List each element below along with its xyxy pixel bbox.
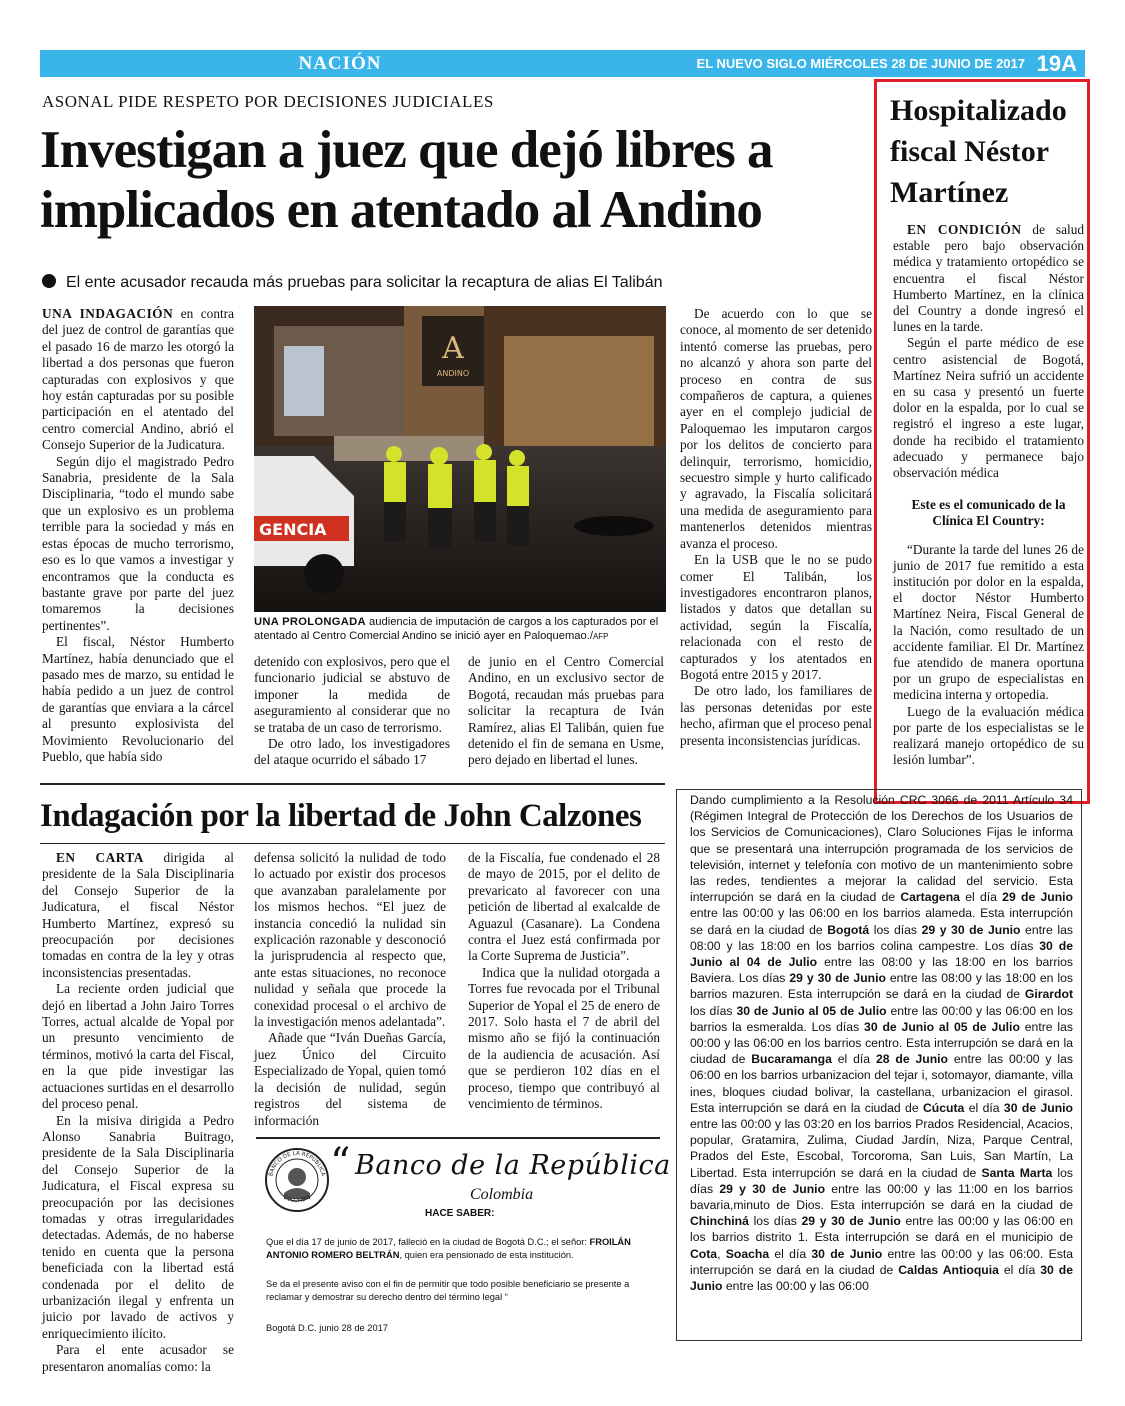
paragraph-text: dirigida al presidente de la Sala Disciplinaria del Consejo Superior de la Judicatura, el fiscal Néstor Humberto Martínez, expresó su preocupación por decisiones tomadas en contra de la ley y otras inconsistencias presentadas.: [42, 850, 235, 980]
paragraph-text: de salud estable pero bajo observación médica y tratamiento ortopédico se encuentra el fiscal Néstor Humberto Martínez, en la clínica del Country a donde ingresó el lunes en la tarde.: [893, 222, 1084, 335]
paragraph: Indica que la nulidad otorgada a Torres fue revocada por el Tribunal Superior de Yopal el 25 de enero de 2017. Solo hasta el 7 de abril del mismo año se fijó la continuación de la audiencia de acusación. Así que se perdieron 102 días en el proceso, tiempo que contribuyó al vencimiento de términos.: [468, 964, 660, 1112]
paragraph: Según el parte médico de ese centro asistencial de Bogotá, Martínez Neira sufrió un accidente en su casa y presentó un fuerte dolor en la espalda, por lo cual se registró el ingreso a este lugar, donde ha recibido el tratamiento adecuado y permanece bajo observación médica: [893, 335, 1084, 481]
bank-country: Colombia: [470, 1186, 534, 1203]
news-photo: [254, 306, 666, 612]
notice-span: el día: [769, 1246, 812, 1261]
quote-mark-icon: “: [330, 1140, 351, 1186]
article-column-1: [42, 306, 234, 765]
sidebar-subhead: Este es el comunicado de la Clínica El Country:: [911, 497, 1066, 529]
notice-span: entre las 00:00 y las 03:20 en los barrios Prados Residencial, Acacios, popular, Gratamira, Zulima, Ciudad Jardín, Niza, Parque Central, Prados del Este, Escobal, Torcoroma, San Luis, San Martín, La Libertad. Esta interrupción se dará en la ciudad de: [690, 1117, 1073, 1180]
notice-span: los días: [690, 1165, 1074, 1196]
notice-span: los días: [690, 1003, 737, 1018]
notice-bold: 28 de Junio: [875, 1052, 949, 1067]
paragraph: [893, 222, 1084, 335]
notice-bold: 29 y 30 de Junio: [719, 1181, 826, 1196]
bank-name: Banco de la República: [355, 1150, 671, 1181]
notice-span: entre las 00:00 y las 06:00 en los barrios la esmeralda. Los días: [690, 1003, 1073, 1034]
caption-lead: UNA PROLONGADA: [254, 616, 366, 628]
hace-saber: HACE SABER:: [425, 1208, 495, 1219]
notice-bold: Santa Marta: [981, 1165, 1053, 1180]
paragraph: de junio en el Centro Comercial Andino, en un exclusivo sector de Bogotá, recaudan más pruebas para solicitar la recaptura de Iván Ramírez, alias El Talibán, quien fue detenido el fin de semana en Usme, pero dejado en libertad el lunes.: [468, 654, 664, 768]
notice-bold: Cartagena: [900, 890, 960, 905]
notice-span: entre las 00:00 y las 06:00. Esta interrupción se dará en la ciudad de: [690, 1246, 1073, 1277]
notice-bold: Cota: [690, 1246, 718, 1261]
paragraph: Para el ente acusador se presentaron anomalías como: la: [42, 1342, 234, 1374]
notice-span: entre las 08:00 y las 18:00 en los barrios Baviera. Los días: [690, 955, 1073, 986]
deck: [42, 274, 862, 292]
sidebar-body: [893, 222, 1084, 769]
notice-bold: Girardot: [1024, 987, 1073, 1002]
andino-sign-text: ANDINO: [436, 369, 470, 378]
notice-bold: 29 y 30 de Junio: [801, 1214, 901, 1229]
notice-span: entre las 00:00 y las 06:00: [722, 1279, 869, 1294]
issue-date: EL NUEVO SIGLO MIÉRCOLES 28 DE JUNIO DE 2017: [696, 56, 1025, 71]
notice-span: entre las 00:00 y las 06:00 en los barrios urbanizacion del tejar i, sotomayor, diamante, villa ines, bloques ciudad bolivar, la castellana, urbanizacion el girasol. Esta interrupción se dará en la ciudad de: [690, 1052, 1073, 1115]
ad-text: , quien era pensionado de esta institución.: [399, 1250, 574, 1260]
notice-bold: Bogotá: [827, 922, 870, 937]
ad-paragraph: Se da el presente aviso con el fin de permitir que todo posible beneficiario se presente a reclamar y demostrar su derecho dentro del término legal “: [266, 1279, 630, 1302]
deck-text: El ente acusador recauda más pruebas para solicitar la recaptura de alias El Talibán: [66, 274, 663, 291]
billboard: [284, 346, 324, 416]
notice-span: entre las 00:00 y las 06:00 en los barrios alameda. Esta interrupción se dará en la ciudad de: [690, 906, 1073, 937]
notice-bold: Soacha: [725, 1246, 770, 1261]
notice-span: los días: [869, 922, 922, 937]
section-label: NACIÓN: [298, 53, 382, 74]
notice-span: Dando cumplimiento a la Resolución CRC 3066 de 2011 Artículo 34 (Régimen Integral de Protección de los Derechos de los Usuarios de los Servicios de Comunicaciones), Claro Soluciones Fijas le informa que se presentará una interrupción programada de los servicios de televisión, internet y telefonía con motivo de un mantenimiento sobre las redes, tendientes a mejorar la calidad del servicio. Esta interrupción se dará en la ciudad de: [690, 793, 1073, 905]
bullet-icon: [42, 274, 56, 288]
notice-span: el día: [998, 1262, 1041, 1277]
notice-bold: Chinchiná: [690, 1214, 749, 1229]
main-headline-line1: Investigan a juez que dejó libres a: [40, 121, 773, 179]
paragraph: de la Fiscalía, fue condenado el 28 de mayo de 2015, por el delito de prevaricato al favorecer con una petición de libertad al exalcalde de Aguazul (Casanare). La Condena contra el Juez está confirmada por la Corte Suprema de Justicia”.: [468, 850, 660, 964]
paragraph: [42, 306, 234, 454]
second-column-2: [254, 850, 446, 1129]
paragraph: defensa solicitó la nulidad de todo lo actuado por existir dos procesos que avanzaban paralelamente por los mismos hechos. “El juez de instancia concedió la nulidad sin explicación razonable y desconoció la jurisprudencia al respecto que, ante estas situaciones, no reconoce nulidad y señala que procede la conexidad procesal o el archivo de la investigación menos adelantada”.: [254, 850, 446, 1030]
page-number: 19A: [1036, 51, 1077, 76]
paragraph: [42, 850, 234, 981]
paragraph: Añade que “Iván Dueñas García, juez Único del Circuito Especializado de Yopal, quien tomó la decisión de nulidad, según registros del sistema de información: [254, 1030, 446, 1128]
ad-date: Bogotá D.C. junio 28 de 2017: [266, 1323, 388, 1333]
paragraph: Según dijo el magistrado Pedro Sanabria, presidente de la Sala Disciplinaria, “todo el mundo sabe que un explosivo es un problema terrible para la sociedad y más en estas épocas de mucho terrorismo, eso es lo que vamos a investigar y encontramos que la conducta es bastante grave por parte del juez tomaremos la decisiones pertinentes”.: [42, 453, 234, 633]
notice-bold: 30 de Junio al 05 de Julio: [736, 1003, 887, 1018]
notice-bold: 30 de Junio al 05 de Julio: [864, 1019, 1020, 1034]
paragraph: Luego de la evaluación médica por parte de los especialistas se le realizará manejo ortopédico de su lesión lumbar”.: [893, 703, 1084, 768]
bank-seal-icon: [264, 1147, 330, 1213]
ad-divider: [256, 1137, 660, 1139]
ad-name: FROILÁN ANTONIO ROMERO BELTRÁN: [266, 1237, 631, 1260]
notice-span: los días: [748, 1214, 802, 1229]
ad-paragraph: [266, 1236, 650, 1262]
divider: [40, 783, 665, 785]
photo-caption: [254, 615, 666, 644]
paragraph: En la misiva dirigida a Pedro Alonso Sanabria Buitrago, presidente de la Sala Disciplinaria del Consejo Superior de la Judicatura, el Fiscal expresa su preocupación por las decisiones tomadas y otras irregularidades detectadas. Además, de no haberse tenido en cuenta que la persona beneficiada con la libertad está condenada por el delito de urbanización ilegal y enfrenta un juicio por lavado de activos y enriquecimiento ilícito.: [42, 1112, 234, 1341]
paragraph: “Durante la tarde del lunes 26 de junio de 2017 fue remitido a esta institución por dolor en la espalda, el doctor Néstor Humberto Martínez Neira, Fiscal General de la Nación, como resultado de un accidente familiar. El Dr. Martínez fue atendido de manera oportuna por un grupo de especialistas en medicina interna y ortopedia.: [893, 541, 1084, 703]
paragraph-text: en contra del juez de control de garantías que el pasado 16 de marzo les otorgó la libertad a dos personas que fueron capturadas con explosivos y que hoy están capturadas por su posible participación en el atentado del centro comercial Andino, abrió el Consejo Superior de la Judicatura.: [42, 306, 234, 453]
notice-bold: 29 y 30 de Junio: [789, 971, 886, 986]
paragraph: De otro lado, los investigadores del ataque ocurrido el sábado 17: [254, 736, 450, 768]
seal-top-text: BANCO DE LA REPUBLICA: [268, 1150, 326, 1177]
notice-span: el día: [964, 1100, 1004, 1115]
second-column-3: [468, 850, 660, 1113]
page-header-bar: [40, 50, 1085, 77]
paragraph: detenido con explosivos, pero que el funcionario judicial se abstuvo de imponer la medida de aseguramiento al considerar que no se trataba de un caso de terrorismo.: [254, 654, 450, 735]
paragraph: De acuerdo con lo que se conoce, al momento de ser detenido intentó comerse las pruebas, pero no alcanzó y ahora son parte del proceso en contra de sus compañeros de captura, a quienes ayer en el complejo judicial de Paloquemao les imputaron cargos por los delitos de concierto para delinquir, terrorismo, homicidio, secuestro simple y hurto calificado y agravado, la Fiscalía solicitará una medida de aseguramiento para mantenerlos detenidos mientras avanza el proceso.: [680, 306, 872, 551]
notice-bold: Cúcuta: [923, 1100, 965, 1115]
caption-text: audiencia de imputación de cargos a los capturados por el atentado al Centro Comercial Andino se inició ayer en Paloquemao./: [254, 616, 659, 642]
article-column-2: [254, 654, 450, 769]
van-text: GENCIA: [259, 520, 327, 539]
notice-span: entre las 00:00 y las 11:00 en los barrios bavaria,minuto de Dios. Esta interrupción se dará en la ciudad de: [690, 1181, 1073, 1213]
svg-text:A: A: [442, 331, 464, 366]
notice-bold: 30 de Junio: [811, 1246, 883, 1261]
photo-credit: AFP: [592, 632, 609, 641]
paragraph: La reciente orden judicial que dejó en libertad a John Jairo Torres Torres, actual alcalde de Yopal por un presunto vencimiento de términos, motivó la carta del Fiscal, en la que pide investigar las actuaciones surtidas en el desarrollo del proceso penal.: [42, 981, 234, 1112]
main-headline: [40, 120, 880, 240]
second-column-1: [42, 850, 234, 1375]
paragraph: El fiscal, Néstor Humberto Martínez, había denunciado que el pasado mes de marzo, su entidad le había pedido a un juez de control de garantías que enviara a la cárcel al presunto explosivista del Movimiento Revolucionario del Pueblo, que había sido: [42, 634, 234, 764]
article-column-4: [680, 306, 872, 749]
notice-span: entre las 08:00 y las 18:00 en los barrios mazuren. Esta interrupción se dará en la ciudad de: [690, 971, 1073, 1002]
paragraph: De otro lado, los familiares de las personas detenidas por este hecho, afirman que el proceso penal presenta inconsistencias jurídicas.: [680, 683, 872, 748]
notice-bold: Caldas Antioquia: [898, 1262, 999, 1277]
photo-illustration: [254, 306, 666, 612]
notice-bold: 30 de Junio al 04 de Julio: [690, 938, 1073, 970]
main-headline-line2: implicados en atentado al Andino: [40, 181, 762, 239]
lead-in: UNA INDAGACIÓN: [42, 306, 174, 321]
notice-bold: 30 de Junio: [690, 1262, 1073, 1294]
notice-span: entre las 00:00 y las 06:00 en los barrios distrito 1. Esta interrupción se dará en el municipio de: [690, 1214, 1074, 1245]
notice-span: el día: [959, 890, 1003, 905]
second-headline: Indagación por la libertad de John Calzones: [40, 798, 642, 834]
paragraph: En la USB que le no se pudo comer El Talibán, los investigadores encontraron planos, listados y datos que detallan su actividad, según la Fiscalía, relacionada con el resto de capturados y los atentados en Bogotá entre 2015 y 2017.: [680, 552, 872, 682]
lead-in: EN CARTA: [56, 850, 144, 865]
notice-span: entre las 08:00 y las 18:00 en los barrios colina campestre. Los días: [690, 922, 1073, 953]
notice-bold: 29 de Junio: [1002, 890, 1073, 905]
notice-bold: Bucaramanga: [751, 1052, 832, 1067]
seal-bottom-text: COLOMBIA: [282, 1194, 312, 1205]
notice-bold: 29 y 30 de Junio: [921, 922, 1021, 937]
notice-span: entre las 00:00 y las 06:00 en los barrios centro. Esta interrupción se dará en la ciudad de: [690, 1019, 1073, 1067]
notice-span: el día: [831, 1052, 876, 1067]
ad-text: Que el día 17 de junio de 2017, falleció en la ciudad de Bogotá D.C.; el señor:: [266, 1237, 590, 1247]
article-column-3: [468, 654, 664, 769]
lead-in: EN CONDICIÓN: [907, 222, 1022, 237]
sidebar-headline: Hospitalizado fiscal Néstor Martínez: [890, 94, 1067, 209]
notice-span: ,: [717, 1246, 726, 1261]
kicker: ASONAL PIDE RESPETO POR DECISIONES JUDICIALES: [42, 92, 494, 111]
divider: [40, 843, 665, 844]
notice-bold: 30 de Junio: [1003, 1100, 1073, 1115]
notice-text: [690, 792, 1073, 1294]
